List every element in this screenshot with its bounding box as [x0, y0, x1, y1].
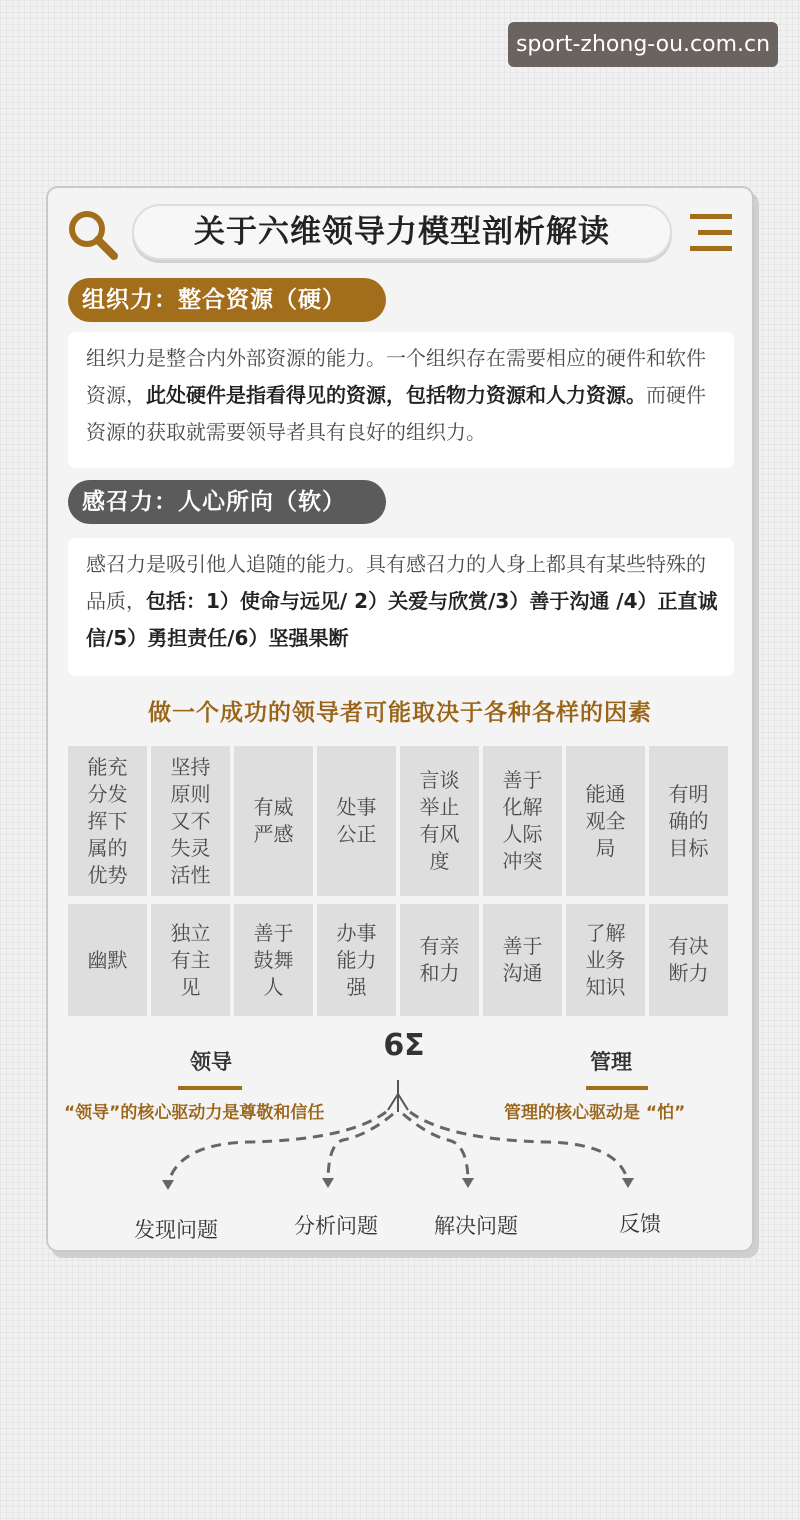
- factor-cell: 幽默: [68, 904, 147, 1016]
- six-sigma-label: 6Σ: [383, 1028, 425, 1063]
- organization-text-bold: 此处硬件是指看得见的资源，包括物力资源和人力资源。: [146, 383, 646, 407]
- flow-arrow-3: [403, 1114, 468, 1182]
- factor-cell: 有决断力: [649, 904, 728, 1016]
- factor-cell: 善于鼓舞人: [234, 904, 313, 1016]
- organization-description: [68, 332, 734, 468]
- leadership-subtitle: “领导”的核心驱动力是尊敬和信任: [64, 1103, 325, 1123]
- section-label-organization: 组织力：整合资源（硬）: [68, 278, 386, 322]
- charisma-description: [68, 538, 734, 676]
- factor-cell: 善于化解人际冲突: [483, 746, 562, 896]
- search-icon[interactable]: [64, 206, 120, 262]
- organization-text-1: 组织力是整合内外部资源的能力。一个组织存在需要相应的硬件和软件资源，: [86, 346, 706, 407]
- factor-cell: 有威严感: [234, 746, 313, 896]
- factor-grid-row-2: [68, 904, 728, 1016]
- factors-headline: 做一个成功的领导者可能取决于各种各样的因素: [148, 700, 652, 726]
- factor-cell: 办事能力强: [317, 904, 396, 1016]
- factor-cell: 坚持原则又不失灵活性: [151, 746, 230, 896]
- management-title: 管理: [590, 1050, 632, 1074]
- organization-text-2: 而硬件资源的获取就需要领导者具有良好的组织力。: [86, 383, 706, 444]
- step-solve-problem: 解决问题: [434, 1214, 518, 1238]
- factor-grid-row-1: [68, 746, 728, 896]
- leadership-title: 领导: [190, 1050, 232, 1074]
- step-find-problem: 发现问题: [134, 1218, 218, 1242]
- section-label-charisma: 感召力：人心所向（软）: [68, 480, 386, 524]
- main-card: [46, 186, 754, 1252]
- factor-cell: 有亲和力: [400, 904, 479, 1016]
- flow-arrow-4: [410, 1112, 628, 1182]
- flow-hub-icon: [388, 1080, 408, 1112]
- management-subtitle: 管理的核心驱动是 “怕”: [504, 1103, 686, 1123]
- menu-icon[interactable]: [688, 210, 734, 256]
- charisma-text-bold: 包括：1）使命与远见/ 2）关爱与欣赏/3）善于沟通 /4）正直诚信/5）勇担责任/6）坚强果断: [86, 589, 718, 650]
- factor-cell: 有明确的目标: [649, 746, 728, 896]
- charisma-text: 感召力是吸引他人追随的能力。具有感召力的人身上都具有某些特殊的品质，: [86, 552, 706, 613]
- page-title: 关于六维领导力模型剖析解读: [132, 204, 672, 260]
- factor-cell: 独立有主见: [151, 904, 230, 1016]
- step-analyze-problem: 分析问题: [294, 1214, 378, 1238]
- step-feedback: 反馈: [619, 1212, 661, 1236]
- factor-cell: 言谈举止有风度: [400, 746, 479, 896]
- flow-arrow-1: [168, 1112, 386, 1184]
- factor-cell: 处事公正: [317, 746, 396, 896]
- factor-cell: 善于沟通: [483, 904, 562, 1016]
- flow-diagram: [48, 1080, 752, 1210]
- factor-cell: 能充分发挥下属的优势: [68, 746, 147, 896]
- watermark: sport-zhong-ou.com.cn: [508, 22, 778, 67]
- factor-cell: 能通观全局: [566, 746, 645, 896]
- factor-cell: 了解业务知识: [566, 904, 645, 1016]
- flow-arrow-2: [328, 1114, 393, 1182]
